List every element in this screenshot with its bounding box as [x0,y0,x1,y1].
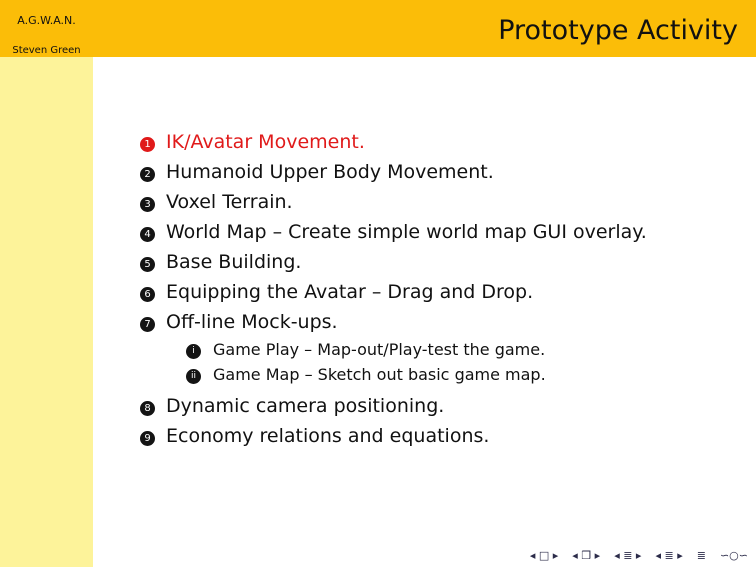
item-number-badge: 3 [140,197,155,212]
sub-item-number-badge: i [186,344,201,359]
item-text: Economy relations and equations. [166,425,490,447]
item-number-badge: 1 [140,137,155,152]
item-text: World Map – Create simple world map GUI overlay. [166,221,647,243]
subsection-list-nav-icon[interactable]: ◂ ≣ ▸ [655,549,683,562]
list-item [140,277,740,307]
beamer-navigation [530,549,748,562]
list-item [140,421,740,451]
frame-title: Prototype Activity [498,15,738,46]
item-text: Voxel Terrain. [166,191,293,213]
item-number-badge: 5 [140,257,155,272]
frame-header [93,0,756,57]
list-item [140,307,740,387]
item-number-badge: 9 [140,431,155,446]
sub-item-text: Game Map – Sketch out basic game map. [213,365,546,384]
sub-list-item [186,337,740,362]
list-item [140,247,740,277]
subsection-nav-icon[interactable]: ◂ ❒ ▸ [572,549,601,562]
author-name[interactable]: Steven Green [12,45,81,56]
list-item-row [140,307,740,337]
align-icon[interactable]: ≣ [696,549,706,562]
list-item [140,187,740,217]
search-icon[interactable]: ∽○∽ [719,549,748,562]
list-item [140,157,740,187]
item-number-badge: 8 [140,401,155,416]
list-item-row [140,157,740,187]
item-text: Humanoid Upper Body Movement. [166,161,494,183]
sub-item-text: Game Play – Map-out/Play-test the game. [213,340,546,359]
item-number-badge: 2 [140,167,155,182]
item-number-badge: 4 [140,227,155,242]
item-text: IK/Avatar Movement. [166,131,365,153]
short-title[interactable]: A.G.W.A.N. [17,14,76,27]
item-text: Off-line Mock-ups. [166,311,338,333]
sub-item-number-badge: ii [186,369,201,384]
list-item [140,391,740,421]
frame-nav-icon[interactable]: ◂ □ ▸ [529,549,559,562]
list-item-row [140,187,740,217]
item-number-badge: 6 [140,287,155,302]
list-item-row [140,277,740,307]
item-text: Dynamic camera positioning. [166,395,445,417]
list-item-row [140,421,740,451]
sidebar [0,0,93,567]
list-item-row [140,217,740,247]
list-item-row [140,127,740,157]
sub-list [140,337,740,387]
section-nav-icon[interactable]: ◂ ≣ ▸ [614,549,642,562]
enumerated-list [140,127,740,451]
item-text: Base Building. [166,251,302,273]
sub-list-item [186,362,740,387]
item-number-badge: 7 [140,317,155,332]
list-item [140,217,740,247]
list-item-row [140,247,740,277]
list-item [140,127,740,157]
item-text: Equipping the Avatar – Drag and Drop. [166,281,534,303]
list-item-row [140,391,740,421]
